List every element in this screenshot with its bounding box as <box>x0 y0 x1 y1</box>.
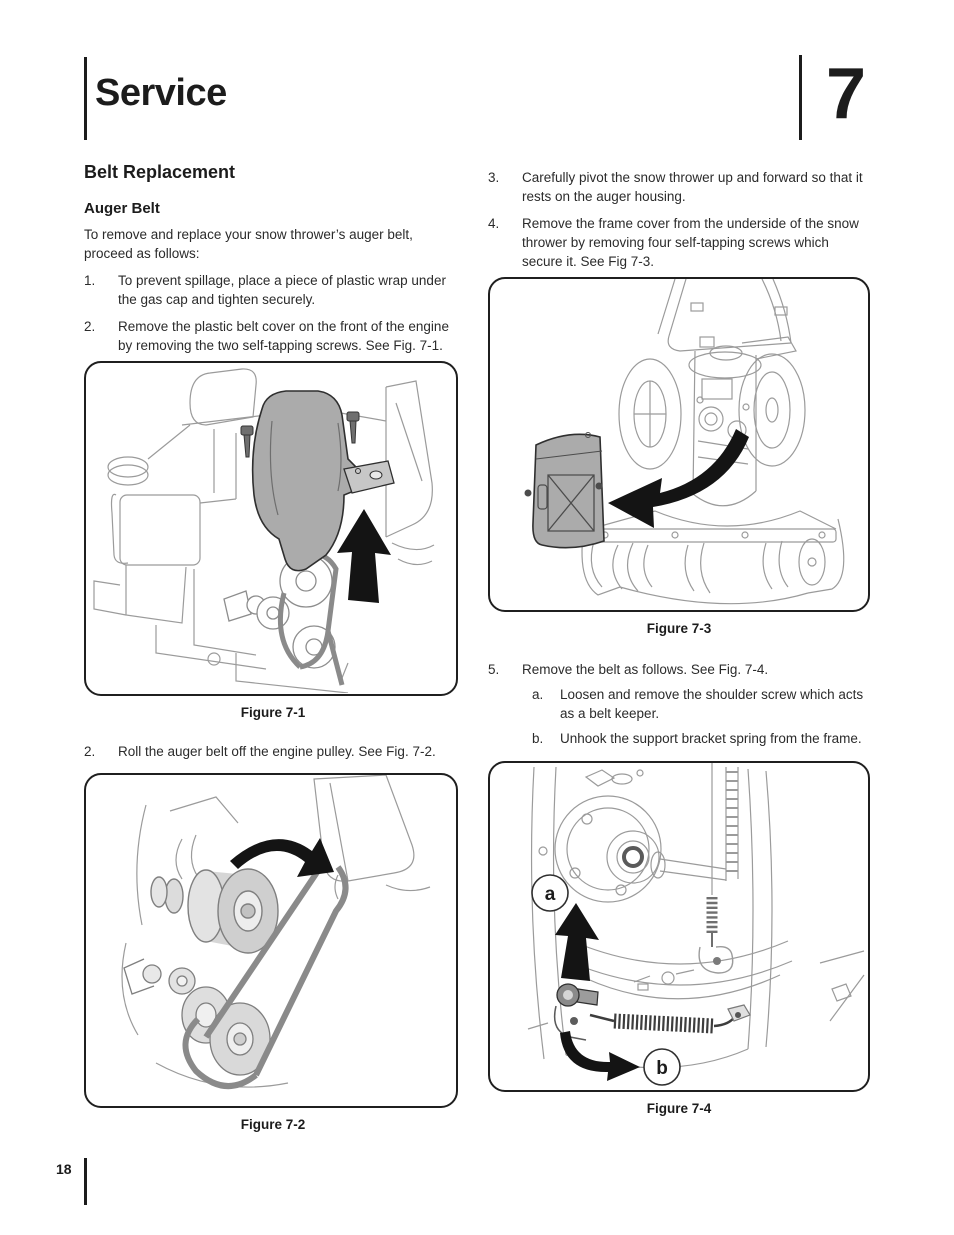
figure-7-4-caption: Figure 7-4 <box>646 1101 712 1116</box>
step-number: 5. <box>488 662 500 677</box>
remove-cover-arrow-icon <box>608 429 749 528</box>
belt-cover <box>253 391 356 571</box>
step-5 <box>488 660 870 679</box>
figure-7-4 <box>488 761 870 1092</box>
figure-7-2-caption: Figure 7-2 <box>240 1117 306 1132</box>
substep-b <box>488 729 870 748</box>
figure-7-1-caption: Figure 7-1 <box>240 705 306 720</box>
screw-icon <box>347 412 359 443</box>
step-number: 2. <box>84 319 96 334</box>
right-column <box>488 158 870 1116</box>
substep-text: Loosen and remove the shoulder screw which acts as a belt keeper. <box>560 687 864 721</box>
step-text: Remove the plastic belt cover on the front of the engine by removing the two self-tapping screws. See Fig. 7-1. <box>118 319 449 353</box>
step-text: Remove the belt as follows. See Fig. 7-4. <box>522 662 769 677</box>
chapter-title: Service <box>95 72 227 114</box>
step-number: 2. <box>84 744 96 759</box>
screw-icon <box>241 426 253 457</box>
header-left-rule <box>84 57 87 140</box>
callout-a-label: a <box>544 884 556 905</box>
substep-letter: a. <box>532 687 544 702</box>
page-number: 18 <box>56 1161 72 1177</box>
step-number: 4. <box>488 216 500 231</box>
step-number: 1. <box>84 273 96 288</box>
figure-7-3 <box>488 277 870 612</box>
figure-7-2 <box>84 773 458 1108</box>
step-4 <box>488 214 870 271</box>
step-3 <box>488 168 870 206</box>
support-bracket-spring <box>590 1005 750 1026</box>
screw-icon <box>525 490 532 497</box>
figure-7-3-caption: Figure 7-3 <box>646 621 712 636</box>
step-2 <box>84 317 462 355</box>
figure-7-4-illustration <box>490 763 867 1089</box>
chapter-number-rule <box>799 55 802 140</box>
left-column <box>84 158 462 1132</box>
step-1 <box>84 271 462 309</box>
step-number: 3. <box>488 170 500 185</box>
figure-7-3-illustration <box>490 279 867 609</box>
lift-up-arrow-icon <box>337 509 391 603</box>
intro-paragraph: To remove and replace your snow thrower’s auger belt, proceed as follows: <box>84 227 413 261</box>
callout-a-arrow-icon <box>555 903 599 981</box>
chapter-number: 7 <box>826 54 867 134</box>
figure-7-2-illustration <box>86 775 455 1105</box>
substep-a <box>488 685 870 723</box>
screw-icon <box>596 483 603 490</box>
section-title: Belt Replacement <box>84 162 236 182</box>
figure-7-1 <box>84 361 458 696</box>
subsection-title: Auger Belt <box>84 200 160 217</box>
step-text: Roll the auger belt off the engine pulley. See Fig. 7-2. <box>118 744 436 759</box>
footer-rule <box>84 1158 87 1205</box>
substep-text: Unhook the support bracket spring from the frame. <box>560 731 862 746</box>
frame-cover <box>525 433 605 548</box>
callout-b-label: b <box>656 1058 668 1079</box>
step-text: Remove the frame cover from the underside of the snow thrower by removing four self-tapping screws which secure it. See Fig 7-3. <box>522 216 859 269</box>
step-roll-belt <box>84 742 462 761</box>
figure-7-1-illustration <box>86 363 455 693</box>
substep-letter: b. <box>532 731 544 746</box>
step-text: To prevent spillage, place a piece of plastic wrap under the gas cap and tighten securely. <box>118 273 446 307</box>
step-text: Carefully pivot the snow thrower up and forward so that it rests on the auger housing. <box>522 170 863 204</box>
callout-b-arrow-icon <box>560 1031 640 1081</box>
